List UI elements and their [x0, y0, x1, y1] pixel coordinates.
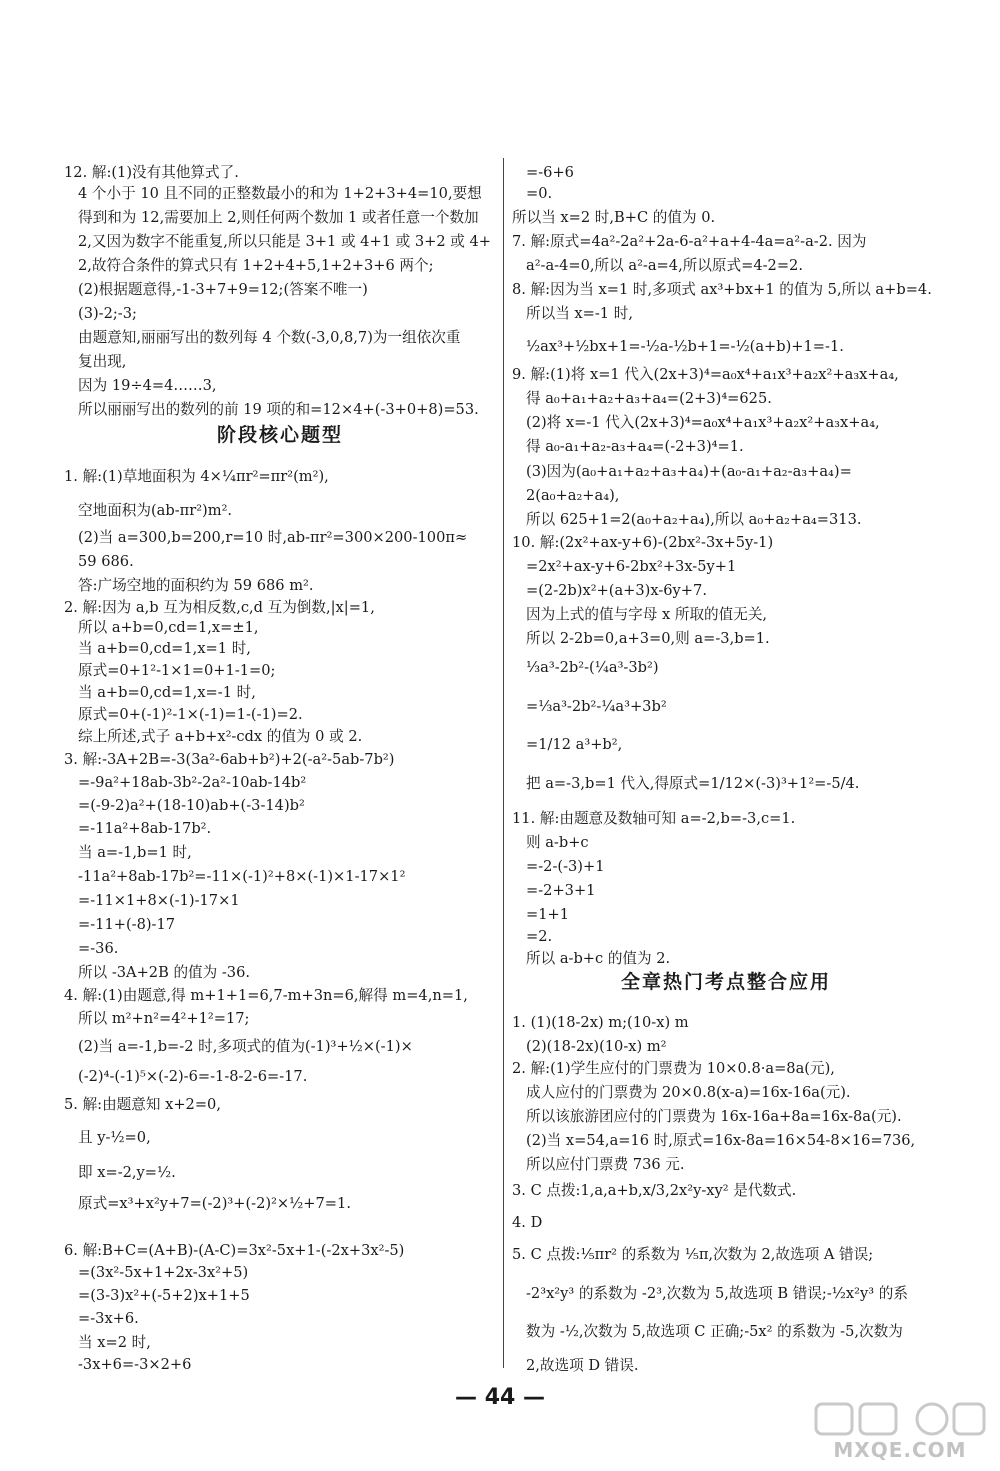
right-column-text-line: (3)因为(a₀+a₁+a₂+a₃+a₄)+(a₀-a₁+a₂-a₃+a₄)=: [526, 463, 852, 480]
right-column-text-line: (2)(18-2x)(10-x) m²: [526, 1038, 667, 1055]
watermark-logo: [812, 1400, 988, 1462]
right-column-text-line: 成人应付的门票费为 20×0.8(x-a)=16x-16a(元).: [526, 1084, 851, 1101]
left-column-text-line: 由题意知,丽丽写出的数列每 4 个数(-3,0,8,7)为一组依次重: [78, 329, 461, 346]
right-column-text-line: (2)当 x=54,a=16 时,原式=16x-8a=16×54-8×16=736,: [526, 1132, 916, 1149]
left-column-text-line: 即 x=-2,y=½.: [78, 1164, 176, 1181]
left-column-text-line: 原式=x³+x²y+7=(-2)³+(-2)²×½+7=1.: [78, 1195, 351, 1212]
left-column-text-line: 所以 a+b=0,cd=1,x=±1,: [78, 619, 259, 636]
left-column-text-line: 原式=0+(-1)²-1×(-1)=1-(-1)=2.: [78, 706, 303, 723]
right-column-text-line: =1+1: [526, 906, 570, 923]
right-column-text-line: 所以当 x=-1 时,: [526, 305, 633, 322]
right-column-text-line: -2³x²y³ 的系数为 -2³,次数为 5,故选项 B 错误;-½x²y³ 的系: [526, 1285, 908, 1302]
watermark-icon: [812, 1400, 988, 1440]
right-column-text-line: 所以 2-2b=0,a+3=0,则 a=-3,b=1.: [526, 630, 770, 647]
right-column-text-line: =(2-2b)x²+(a+3)x-6y+7.: [526, 582, 707, 599]
left-column-text-line: =-3x+6.: [78, 1310, 139, 1327]
left-column-text-line: (2)根据题意得,-1-3+7+9=12;(答案不唯一): [78, 281, 368, 298]
right-column-text-line: =-2+3+1: [526, 882, 596, 899]
left-column-text-line: 12. 解:(1)没有其他算式了.: [64, 164, 239, 181]
right-column-text-line: (2)将 x=-1 代入(2x+3)⁴=a₀x⁴+a₁x³+a₂x²+a₃x+a₄,: [526, 414, 880, 431]
left-column-text-line: 原式=0+1²-1×1=0+1-1=0;: [78, 662, 276, 679]
left-column-text-line: 4. 解:(1)由题意,得 m+1+1=6,7-m+3n=6,解得 m=4,n=1,: [64, 987, 468, 1004]
section-heading-hot: 全章热门考点整合应用: [620, 971, 831, 993]
right-column-text-line: 10. 解:(2x²+ax-y+6)-(2bx²-3x+5y-1): [512, 534, 774, 551]
left-column-text-line: 所以丽丽写出的数列的前 19 项的和=12×4+(-3+0+8)=53.: [78, 401, 479, 418]
left-column-text-line: 4 个小于 10 且不同的正整数最小的和为 1+2+3+4=10,要想: [78, 185, 482, 202]
left-column-text-line: 当 a+b=0,cd=1,x=-1 时,: [78, 684, 256, 701]
left-column-text-line: (3)-2;-3;: [78, 305, 137, 322]
right-column-text-line: 2(a₀+a₂+a₄),: [526, 487, 620, 504]
right-column-text-line: 所以该旅游团应付的门票费为 16x-16a+8a=16x-8a(元).: [526, 1108, 902, 1125]
right-column-text-line: 所以应付门票费 736 元.: [526, 1156, 685, 1173]
right-column-text-line: ⅓a³-2b²-(¼a³-3b²): [526, 659, 659, 676]
right-column-text-line: 所以 a-b+c 的值为 2.: [526, 950, 671, 967]
left-column-text-line: 6. 解:B+C=(A+B)-(A-C)=3x²-5x+1-(-2x+3x²-5): [64, 1242, 405, 1259]
right-column-text-line: =2.: [526, 928, 553, 945]
right-column-text-line: =1/12 a³+b²,: [526, 736, 623, 753]
left-column-text-line: 2,又因为数字不能重复,所以只能是 3+1 或 4+1 或 3+2 或 4+: [78, 233, 492, 250]
right-column-text-line: 2. 解:(1)学生应付的门票费为 10×0.8·a=8a(元),: [512, 1060, 835, 1077]
left-column-text-line: 得到和为 12,需要加上 2,则任何两个数加 1 或者任意一个数加: [78, 209, 479, 226]
left-column-text-line: 2. 解:因为 a,b 互为相反数,c,d 互为倒数,|x|=1,: [64, 599, 375, 616]
left-column-text-line: 所以 m²+n²=4²+1²=17;: [78, 1010, 250, 1027]
left-column-text-line: =-9a²+18ab-3b²-2a²-10ab-14b²: [78, 774, 307, 791]
right-column-text-line: =-6+6: [526, 164, 574, 181]
right-column-text-line: 得 a₀-a₁+a₂-a₃+a₄=(-2+3)⁴=1.: [526, 438, 744, 455]
left-column-text-line: (-2)⁴-(-1)⁵×(-2)-6=-1-8-2-6=-17.: [78, 1068, 308, 1085]
left-column-text-line: 且 y-½=0,: [78, 1129, 151, 1146]
left-column-text-line: =(-9-2)a²+(18-10)ab+(-3-14)b²: [78, 797, 305, 814]
right-column-text-line: 7. 解:原式=4a²-2a²+2a-6-a²+a+4-4a=a²-a-2. 因为: [512, 233, 867, 250]
column-divider: [503, 158, 504, 1368]
right-column-text-line: =-2-(-3)+1: [526, 858, 605, 875]
right-column-text-line: 所以 625+1=2(a₀+a₂+a₄),所以 a₀+a₂+a₄=313.: [526, 511, 862, 528]
right-column-text-line: =2x²+ax-y+6-2bx²+3x-5y+1: [526, 558, 737, 575]
left-column-text-line: 综上所述,式子 a+b+x²-cdx 的值为 0 或 2.: [78, 728, 363, 745]
right-column-text-line: 8. 解:因为当 x=1 时,多项式 ax³+bx+1 的值为 5,所以 a+b=4.: [512, 281, 932, 298]
left-column-text-line: 当 a=-1,b=1 时,: [78, 844, 192, 861]
right-column-text-line: 4. D: [512, 1214, 543, 1231]
right-column-text-line: 因为上式的值与字母 x 所取的值无关,: [526, 606, 768, 623]
left-column-text-line: 空地面积为(ab-πr²)m².: [78, 502, 233, 519]
left-column-text-line: 因为 19÷4=4……3,: [78, 377, 217, 394]
right-column-text-line: 2,故选项 D 错误.: [526, 1357, 639, 1374]
page-number: — 44 —: [455, 1385, 545, 1410]
right-column-text-line: a²-a-4=0,所以 a²-a=4,所以原式=4-2=2.: [526, 257, 803, 274]
right-column-text-line: 9. 解:(1)将 x=1 代入(2x+3)⁴=a₀x⁴+a₁x³+a₂x²+a₃x+a₄,: [512, 366, 899, 383]
left-column-text-line: (2)当 a=-1,b=-2 时,多项式的值为(-1)³+½×(-1)×: [78, 1038, 413, 1055]
left-column-text-line: =-11a²+8ab-17b².: [78, 820, 212, 837]
left-column-text-line: =(3x²-5x+1+2x-3x²+5): [78, 1264, 249, 1281]
left-column-text-line: (2)当 a=300,b=200,r=10 时,ab-πr²=300×200-100π≈: [78, 529, 468, 546]
left-column-text-line: =-11+(-8)-17: [78, 916, 176, 933]
left-column-text-line: 所以 -3A+2B 的值为 -36.: [78, 964, 251, 981]
left-column-text-line: =-36.: [78, 940, 119, 957]
left-column-text-line: 当 a+b=0,cd=1,x=1 时,: [78, 640, 251, 657]
right-column-text-line: 11. 解:由题意及数轴可知 a=-2,b=-3,c=1.: [512, 810, 796, 827]
left-column-text-line: 1. 解:(1)草地面积为 4×¼πr²=πr²(m²),: [64, 468, 329, 485]
right-column-text-line: 1. (1)(18-2x) m;(10-x) m: [512, 1014, 689, 1031]
left-column-text-line: -3x+6=-3×2+6: [78, 1356, 192, 1373]
right-column-text-line: ½ax³+½bx+1=-½a-½b+1=-½(a+b)+1=-1.: [526, 338, 844, 355]
left-column-text-line: =(3-3)x²+(-5+2)x+1+5: [78, 1287, 250, 1304]
right-column-text-line: 得 a₀+a₁+a₂+a₃+a₄=(2+3)⁴=625.: [526, 390, 772, 407]
left-column-text-line: 5. 解:由题意知 x+2=0,: [64, 1096, 221, 1113]
right-column-text-line: 所以当 x=2 时,B+C 的值为 0.: [512, 209, 716, 226]
left-column-text-line: 59 686.: [78, 553, 134, 570]
left-column-text-line: 3. 解:-3A+2B=-3(3a²-6ab+b²)+2(-a²-5ab-7b²): [64, 751, 395, 768]
watermark-text: MXQE.COM: [833, 1438, 967, 1462]
right-column-text-line: 把 a=-3,b=1 代入,得原式=1/12×(-3)³+1²=-5/4.: [526, 775, 860, 792]
left-column-text-line: 复出现,: [78, 353, 127, 370]
left-column-text-line: 2,故符合条件的算式只有 1+2+4+5,1+2+3+6 两个;: [78, 257, 434, 274]
left-column-text-line: =-11×1+8×(-1)-17×1: [78, 892, 240, 909]
right-column-text-line: 3. C 点拨:1,a,a+b,x/3,2x²y-xy² 是代数式.: [512, 1182, 797, 1199]
left-column-text-line: -11a²+8ab-17b²=-11×(-1)²+8×(-1)×1-17×1²: [78, 868, 406, 885]
section-heading-core: 阶段核心题型: [216, 424, 343, 446]
left-column-text-line: 当 x=2 时,: [78, 1334, 151, 1351]
left-column-text-line: 答:广场空地的面积约为 59 686 m².: [78, 577, 314, 594]
right-column-text-line: 数为 -½,次数为 5,故选项 C 正确;-5x² 的系数为 -5,次数为: [526, 1323, 903, 1340]
right-column-text-line: 5. C 点拨:⅕πr² 的系数为 ⅕π,次数为 2,故选项 A 错误;: [512, 1246, 874, 1263]
right-column-text-line: =⅓a³-2b²-¼a³+3b²: [526, 698, 667, 715]
right-column-text-line: =0.: [526, 185, 553, 202]
right-column-text-line: 则 a-b+c: [526, 834, 589, 851]
